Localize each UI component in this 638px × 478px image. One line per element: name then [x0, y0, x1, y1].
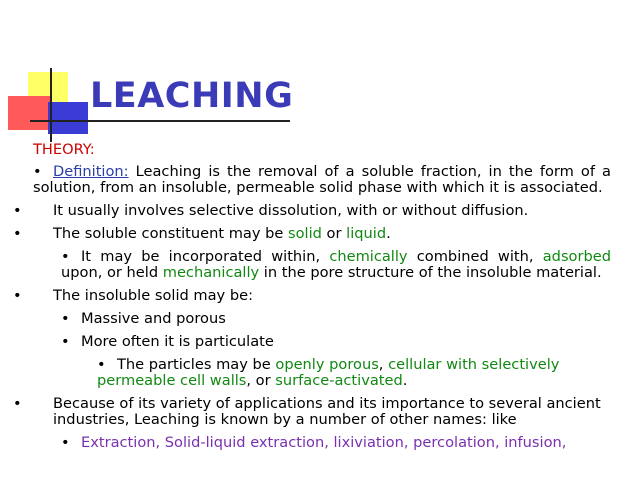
highlight-solid: solid [288, 225, 322, 242]
list-item [13, 395, 611, 428]
bullet: • [13, 395, 22, 412]
highlight-alternate-names: Extraction, Solid-liquid extraction, lixiviation, percolation, infusion, [81, 434, 567, 451]
list-item-text: It may be incorporated within, [81, 248, 330, 265]
sub-list-item [61, 334, 611, 350]
list-item-text: The particles may be [117, 356, 276, 373]
highlight-cellular: cellular with selectively permeable cell walls [97, 356, 560, 389]
sub-list-item [61, 311, 611, 327]
bullet: • [13, 287, 22, 304]
list-item-text: . [386, 225, 391, 242]
sub-sub-list-item [97, 357, 611, 389]
bullet: • [33, 163, 42, 180]
list-item-text: It usually involves selective dissolution, with or without diffusion. [53, 202, 529, 219]
list-item [13, 225, 611, 242]
list-item-text: The soluble constituent may be [53, 225, 289, 242]
list-item-text: . [402, 372, 408, 389]
highlight-openly-porous: openly porous [275, 356, 379, 373]
bullet: • [61, 248, 70, 265]
list-item-text: in the pore structure of the insoluble material. [259, 264, 602, 281]
bullet: • [13, 225, 22, 242]
slide-title: LEACHING [90, 76, 294, 116]
decor-vertical-line [50, 68, 52, 142]
highlight-surface-activated: surface-activated [275, 372, 403, 389]
highlight-adsorbed: adsorbed [542, 248, 611, 265]
definition-text: Leaching is the removal of a soluble fraction, in the form of a solution, from an insoluble, permeable solid phase with which it is associated. [33, 163, 611, 196]
sub-list-item [61, 435, 611, 451]
bullet: • [61, 333, 70, 350]
list-item-text: combined with, [407, 248, 543, 265]
list-item-text: More often it is particulate [81, 333, 274, 350]
decor-blue-square [48, 102, 88, 134]
definition-label: Definition: [53, 163, 129, 180]
decor-red-square [8, 96, 50, 130]
list-item-text: The insoluble solid may be: [53, 287, 253, 304]
list-item [13, 287, 611, 304]
bullet: • [61, 434, 70, 451]
slide-body [13, 141, 611, 458]
list-item-text: , [378, 356, 389, 373]
list-item-text: , or [246, 372, 276, 389]
highlight-chemically: chemically [329, 248, 408, 265]
bullet: • [97, 356, 106, 373]
list-item-text: upon, or held [61, 264, 163, 281]
section-heading: THEORY: [33, 141, 95, 158]
bullet: • [13, 202, 22, 219]
sub-list-item [61, 249, 611, 281]
list-item-text: or [321, 225, 347, 242]
highlight-mechanically: mechanically [162, 264, 260, 281]
definition-paragraph [33, 164, 611, 196]
list-item-text: Massive and porous [81, 310, 226, 327]
list-item [13, 202, 611, 219]
highlight-liquid: liquid [346, 225, 387, 242]
decor-horizontal-line [30, 120, 290, 122]
bullet: • [61, 310, 70, 327]
list-item-text: Because of its variety of applications and its importance to several ancient industries, Leaching is known by a number of other names: like [53, 395, 601, 428]
